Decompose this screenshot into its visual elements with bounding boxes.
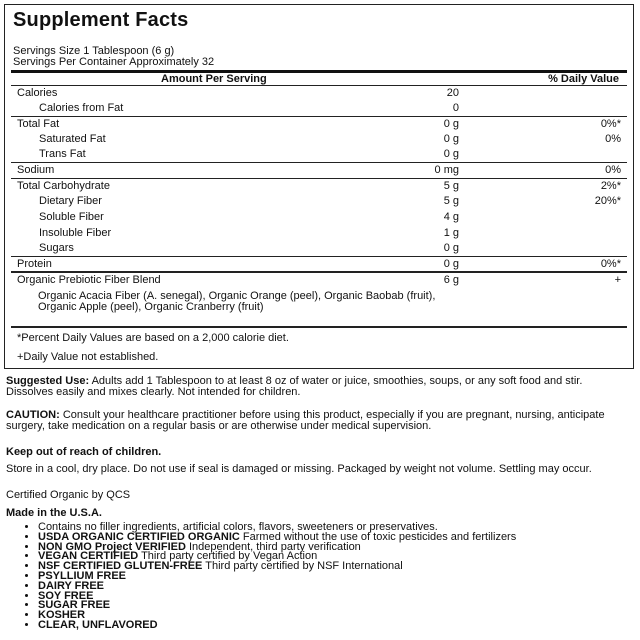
- table-row: Trans Fat 0 g: [39, 148, 459, 160]
- list-item: • KOSHER: [38, 611, 638, 621]
- certified-organic: Certified Organic by QCS: [6, 489, 131, 501]
- table-row: Saturated Fat 0 g 0%: [39, 133, 621, 145]
- amount-per-serving-header: Amount Per Serving: [161, 73, 267, 85]
- blend-description: Organic Acacia Fiber (A. senegal), Organic Orange (peel), Organic Baobab (fruit), Organic Apple (peel), Organic Cranberry (fruit): [38, 290, 436, 313]
- serving-size: Servings Size 1 Tablespoon (6 g): [13, 45, 175, 57]
- table-row: Dietary Fiber 5 g 20%*: [39, 195, 621, 207]
- list-item: • NSF CERTIFIED GLUTEN-FREE Third party certified by NSF International: [38, 562, 638, 572]
- list-item: • CLEAR, UNFLAVORED: [38, 621, 638, 631]
- list-item: • NON GMO Project VERIFIED Independent, third party verification: [38, 543, 638, 553]
- facts-title: Supplement Facts: [13, 9, 189, 31]
- table-row: Insoluble Fiber 1 g: [39, 227, 459, 239]
- table-row: Organic Prebiotic Fiber Blend 6 g +: [17, 274, 621, 286]
- list-item: • SUGAR FREE: [38, 601, 638, 611]
- daily-value-header: % Daily Value: [548, 73, 619, 85]
- table-row: Total Carbohydrate 5 g 2%*: [17, 180, 621, 192]
- supplement-facts-panel: [4, 4, 634, 369]
- table-row: Protein 0 g 0%*: [17, 258, 621, 270]
- list-item: • VEGAN CERTIFIED Third party certified by Vegan Action: [38, 552, 638, 562]
- list-item: • SOY FREE: [38, 592, 638, 602]
- table-row: Calories from Fat 0: [39, 102, 459, 114]
- suggested-use: Suggested Use: Adults add 1 Tablespoon to at least 8 oz of water or juice, smoothies, soups, or any soft food and stir. Dissolves easily and mixes clearly. Not intended for children.: [6, 375, 583, 398]
- keep-out-of-reach: Keep out of reach of children.: [6, 446, 162, 458]
- footnote-dv-not-established: +Daily Value not established.: [17, 351, 159, 363]
- made-in-usa: Made in the U.S.A.: [6, 507, 102, 519]
- product-claims-list: [22, 523, 638, 631]
- table-row: Sodium 0 mg 0%: [17, 164, 621, 176]
- list-item: • DAIRY FREE: [38, 582, 638, 592]
- table-row: Total Fat 0 g 0%*: [17, 118, 621, 130]
- list-item: • PSYLLIUM FREE: [38, 572, 638, 582]
- table-row: Sugars 0 g: [39, 242, 459, 254]
- table-row: Calories 20: [17, 87, 459, 99]
- footnote-percent-dv: *Percent Daily Values are based on a 2,000 calorie diet.: [17, 332, 289, 344]
- table-row: Soluble Fiber 4 g: [39, 211, 459, 223]
- storage-instructions: Store in a cool, dry place. Do not use if seal is damaged or missing. Packaged by weight not volume. Settling may occur.: [6, 463, 592, 475]
- list-item: • Contains no filler ingredients, artificial colors, flavors, sweeteners or preservatives.: [38, 523, 638, 533]
- caution-text: CAUTION: Consult your healthcare practitioner before using this product, especially if you are pregnant, nursing, anticipate surgery, take medication on a regular basis or are otherwise under medical supervision.: [6, 409, 605, 432]
- list-item: • USDA ORGANIC CERTIFIED ORGANIC Farmed without the use of toxic pesticides and fertilizers: [38, 533, 638, 543]
- servings-per-container: Servings Per Container Approximately 32: [13, 56, 215, 68]
- divider: [11, 326, 627, 328]
